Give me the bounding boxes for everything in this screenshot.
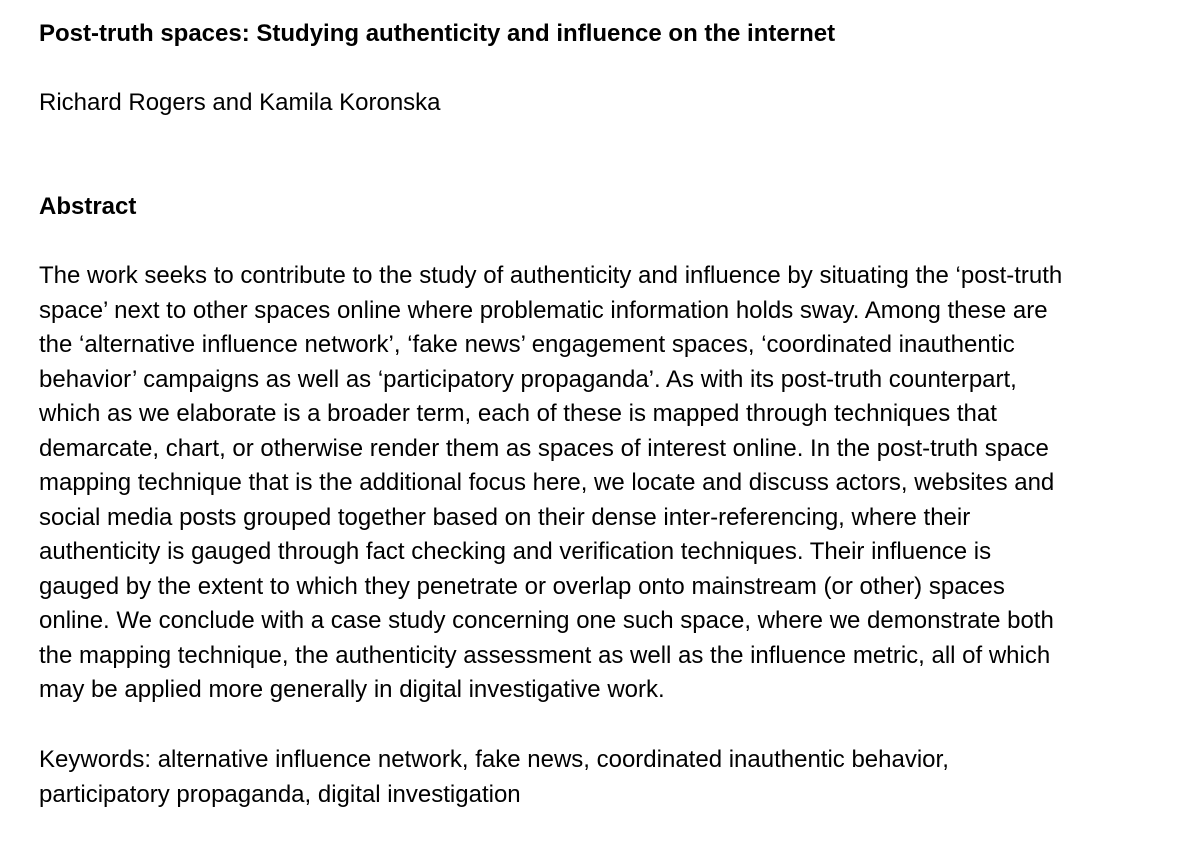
abstract-line: online. We conclude with a case study concerning one such space, where we demonstrate both: [39, 607, 1054, 634]
abstract-line: space’ next to other spaces online where problematic information holds sway. Among these are: [39, 296, 1048, 324]
abstract-line: authenticity is gauged through fact checking and verification techniques. Their influence is: [39, 538, 992, 565]
abstract-line: gauged by the extent to which they penetrate or overlap onto mainstream (or other) spaces: [39, 572, 1005, 600]
abstract-line: the mapping technique, the authenticity assessment as well as the influence metric, all of which: [39, 641, 1051, 669]
keywords: [39, 743, 1164, 812]
abstract-line: behavior’ campaigns as well as ‘participatory propaganda’. As with its post-truth counterpart,: [39, 365, 1017, 393]
paper-title: Post-truth spaces: Studying authenticity and influence on the internet: [39, 20, 836, 47]
abstract-line: may be applied more generally in digital investigative work.: [39, 676, 665, 703]
abstract-line: demarcate, chart, or otherwise render them as spaces of interest online. In the post-truth space: [39, 434, 1049, 462]
abstract-heading: Abstract: [39, 193, 137, 220]
abstract-line: which as we elaborate is a broader term, each of these is mapped through techniques that: [39, 400, 997, 427]
keywords-line: participatory propaganda, digital investigation: [39, 780, 521, 808]
abstract-body: [39, 259, 1164, 708]
abstract-line: The work seeks to contribute to the study of authenticity and influence by situating the ‘post-truth: [39, 262, 1063, 289]
abstract-line: the ‘alternative influence network’, ‘fake news’ engagement spaces, ‘coordinated inauthentic: [39, 331, 1015, 358]
paper-authors: Richard Rogers and Kamila Koronska: [39, 89, 441, 116]
keywords-line: Keywords: alternative influence network, fake news, coordinated inauthentic behavior,: [39, 746, 949, 773]
abstract-line: social media posts grouped together based on their dense inter-referencing, where their: [39, 503, 971, 531]
abstract-line: mapping technique that is the additional focus here, we locate and discuss actors, websites and: [39, 469, 1055, 496]
